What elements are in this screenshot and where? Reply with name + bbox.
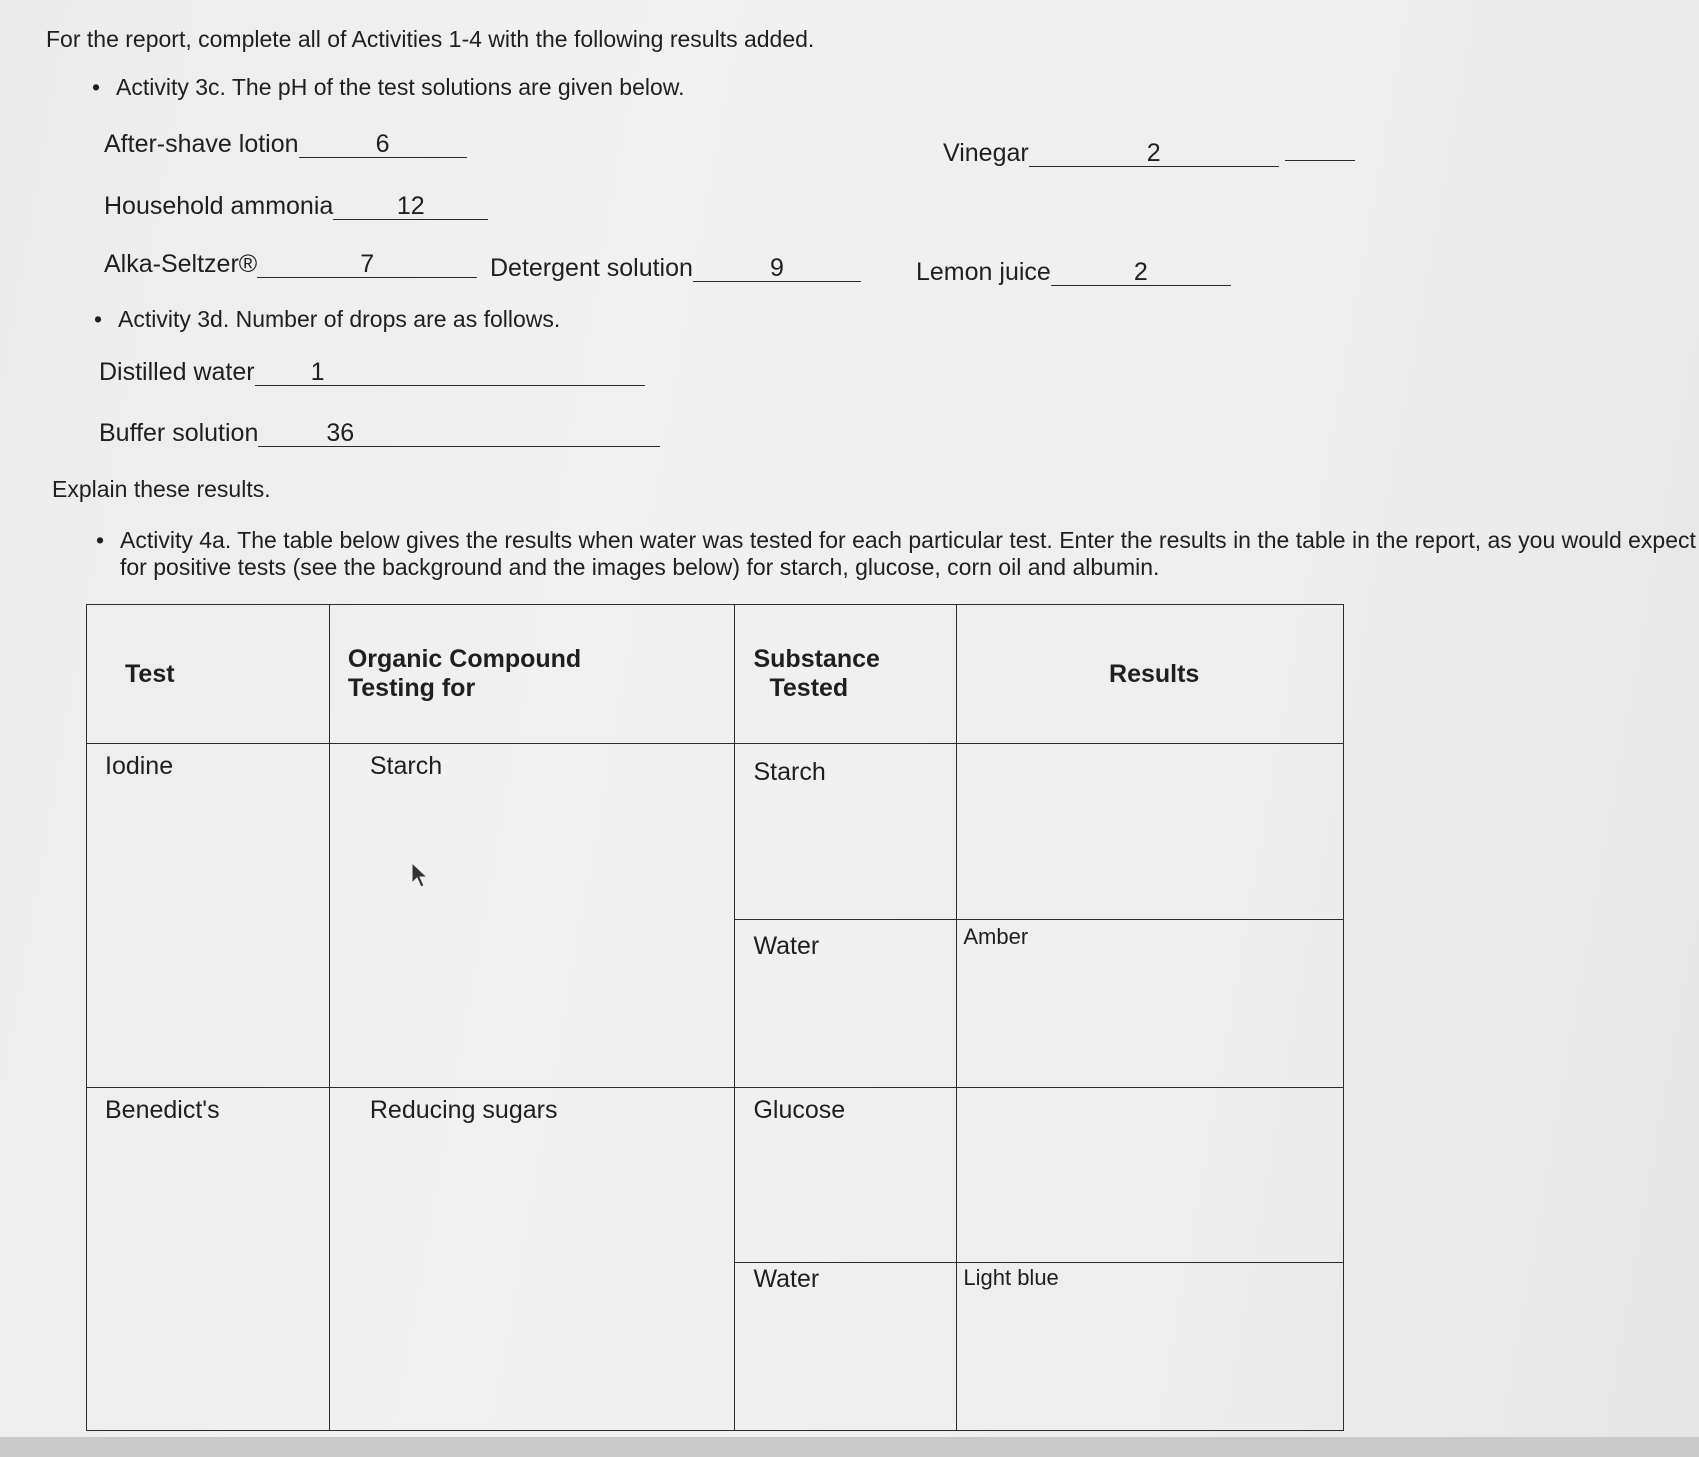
cell-test: Iodine [87, 744, 330, 1088]
ph-value: 6 [299, 131, 467, 158]
ph-after-shave-lotion: After-shave lotion 6 [104, 130, 467, 159]
ph-value: 2 [1051, 259, 1231, 286]
activity-4a-instructions: • Activity 4a. The table below gives the results when water was tested for each particular test. Enter the results in the table in the report, as you would expect for positive tests (see the background and the images below) for starch, glucose, corn oil and albumin. [120, 527, 1696, 581]
ph-lemon-juice: Lemon juice 2 [916, 258, 1231, 287]
cell-substance: Glucose [735, 1088, 957, 1263]
table-row [87, 744, 1344, 920]
cell-compound: Reducing sugars [329, 1088, 735, 1431]
ph-alka-seltzer: Alka-Seltzer® 7 [104, 250, 477, 279]
ph-value: 7 [257, 251, 477, 278]
cell-test: Benedict's [87, 1088, 330, 1431]
drops-distilled-water: Distilled water 1 [99, 358, 645, 387]
ph-value: 12 [333, 193, 488, 220]
activity-3d-heading: • Activity 3d. Number of drops are as follows. [118, 306, 560, 333]
ph-vinegar: Vinegar 2 [943, 139, 1355, 168]
table-header-row [87, 605, 1344, 744]
ph-value: 2 [1029, 140, 1279, 167]
header-organic-compound: Organic Compound Testing for [329, 605, 735, 744]
cell-substance: Starch [735, 744, 957, 920]
cell-result-input[interactable] [957, 744, 1344, 920]
ph-value: 9 [693, 255, 861, 282]
explain-prompt: Explain these results. [52, 476, 271, 502]
header-substance-tested: Substance Tested [735, 605, 957, 744]
mouse-pointer-icon [410, 862, 430, 890]
drops-value: 1 [255, 359, 645, 386]
cell-substance: Water [735, 1263, 957, 1431]
table-row [87, 1088, 1344, 1263]
intro-text: For the report, complete all of Activities 1-4 with the following results added. [46, 26, 815, 52]
cell-result-input[interactable] [957, 1088, 1344, 1263]
cell-result[interactable]: Light blue [957, 1263, 1344, 1431]
ph-household-ammonia: Household ammonia 12 [104, 192, 488, 221]
results-table [86, 604, 1344, 1431]
ph-detergent-solution: Detergent solution 9 [490, 254, 861, 283]
cell-compound: Starch [329, 744, 735, 1088]
blank-line [1285, 160, 1355, 161]
header-test: Test [87, 605, 330, 744]
bottom-edge [0, 1437, 1699, 1457]
drops-buffer-solution: Buffer solution 36 [99, 419, 660, 448]
cell-result[interactable]: Amber [957, 920, 1344, 1088]
activity-3c-heading: • Activity 3c. The pH of the test solutions are given below. [116, 74, 685, 101]
drops-value: 36 [258, 420, 660, 447]
header-results: Results [957, 605, 1344, 744]
cell-substance: Water [735, 920, 957, 1088]
